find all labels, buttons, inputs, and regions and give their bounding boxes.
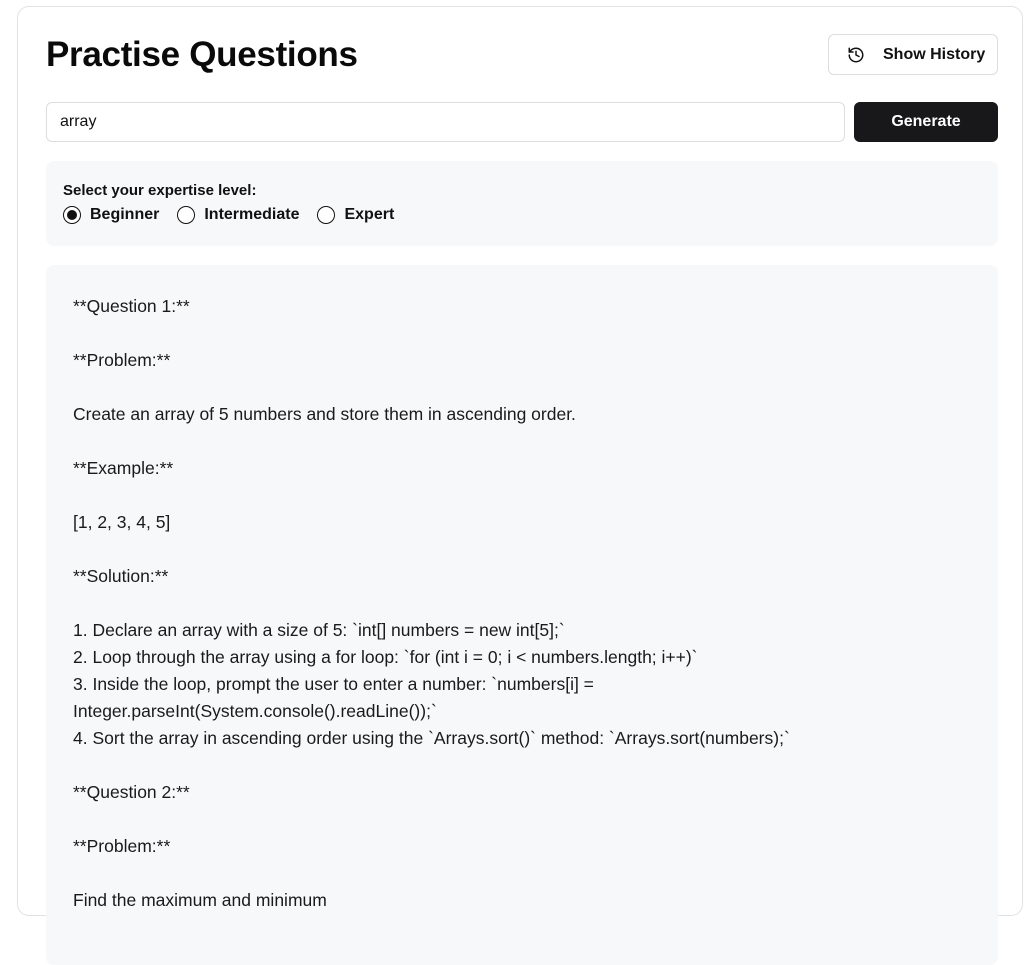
output-spacer: [73, 482, 971, 509]
output-line: **Problem:**: [73, 836, 171, 856]
output-line: **Question 2:**: [73, 782, 190, 802]
radio-beginner[interactable]: [63, 206, 159, 224]
radio-expert-label: Expert: [344, 206, 395, 223]
radio-beginner-control[interactable]: [63, 206, 81, 224]
output-line: **Solution:**: [73, 566, 169, 586]
output-line: 1. Declare an array with a size of 5: `int[] numbers = new int[5];`: [73, 620, 565, 640]
radio-beginner-label: Beginner: [90, 206, 160, 223]
output-line: [1, 2, 3, 4, 5]: [73, 512, 171, 532]
radio-intermediate-label: Intermediate: [204, 206, 300, 223]
generate-button[interactable]: Generate: [854, 102, 998, 142]
expertise-label: Select your expertise level:: [63, 182, 257, 199]
output-spacer: [73, 806, 971, 833]
output-spacer: [73, 590, 971, 617]
output-spacer: [73, 752, 971, 779]
output-line: Create an array of 5 numbers and store them in ascending order.: [73, 404, 576, 424]
output-line: Integer.parseInt(System.console().readLine());`: [73, 701, 437, 721]
show-history-label: Show History: [883, 45, 986, 63]
expertise-panel: [46, 161, 998, 246]
output-line: 2. Loop through the array using a for loop: `for (int i = 0; i < numbers.length; i++)`: [73, 647, 698, 667]
output-spacer: [73, 428, 971, 455]
expertise-radio-group: [63, 206, 394, 224]
output-line: **Problem:**: [73, 350, 171, 370]
history-icon: [847, 46, 865, 64]
output-line: 3. Inside the loop, prompt the user to enter a number: `numbers[i] =: [73, 674, 594, 694]
radio-expert-control[interactable]: [317, 206, 335, 224]
output-line: 4. Sort the array in ascending order using the `Arrays.sort()` method: `Arrays.sort(numbers);`: [73, 728, 790, 748]
output-line: **Example:**: [73, 458, 174, 478]
output-spacer: [73, 320, 971, 347]
output-spacer: [73, 536, 971, 563]
radio-intermediate[interactable]: [177, 206, 299, 224]
output-spacer: [73, 860, 971, 887]
page-title: Practise Questions: [46, 35, 358, 74]
practice-card: [17, 6, 1023, 916]
show-history-button[interactable]: [828, 34, 998, 75]
output-line: Find the maximum and minimum: [73, 890, 327, 910]
radio-intermediate-control[interactable]: [177, 206, 195, 224]
radio-expert[interactable]: [317, 206, 394, 224]
topic-input[interactable]: [46, 102, 845, 142]
generated-questions-output: [46, 265, 998, 965]
output-spacer: [73, 374, 971, 401]
output-line: **Question 1:**: [73, 296, 190, 316]
